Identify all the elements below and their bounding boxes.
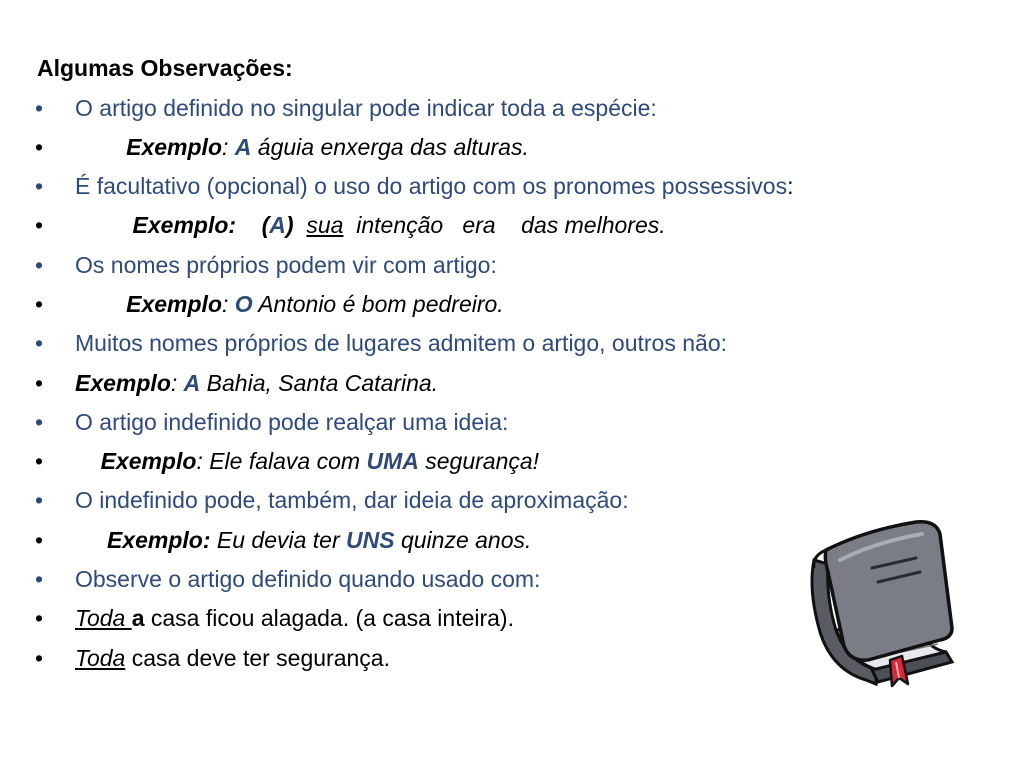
list-item-rest: casa deve ter segurança. [125,645,390,671]
closed-book-with-bookmark-icon [806,520,956,690]
list-item-example [35,368,439,398]
article: A [183,370,201,396]
list-item [35,603,514,633]
bullet: • [35,527,44,553]
example-rest: intenção era das melhores. [343,212,666,238]
list-item-example [35,446,540,476]
example-label: Exemplo [126,134,222,160]
bullet: • [35,566,44,592]
list-item-text [75,171,793,201]
spacer [294,212,307,238]
bullet: • [35,409,44,435]
example-mid: : Ele falava com [196,448,367,474]
example-rest: segurança! [418,448,540,474]
indent [75,212,133,238]
bullet: • [35,370,44,396]
list-item-text: Muitos nomes próprios de lugares admitem o artigo, outros não: [75,330,727,356]
indent [75,291,126,317]
example-label: Exemplo [75,370,171,396]
list-item-example [35,289,504,319]
list-item-example [35,525,532,555]
article: O [234,291,253,317]
example-colon: : [170,370,184,396]
bullet: • [35,95,44,121]
example-rest: quinze anos. [394,527,532,553]
list-item [35,407,509,437]
indent [75,527,107,553]
list-item [35,250,497,280]
bullet: • [35,645,44,671]
word-toda: Toda [75,605,132,631]
bullet: • [35,173,44,199]
list-item-text: Os nomes próprios podem vir com artigo: [75,252,497,278]
list-item-tail: : [787,173,794,199]
word-toda: Toda [75,645,126,671]
example-mid: Eu devia ter [210,527,347,553]
example-text [75,368,438,398]
possessive-sua: sua [306,212,344,238]
example-colon: : [222,291,235,317]
slide-heading: Algumas Observações: [37,55,293,81]
article: UMA [366,448,419,474]
bullet: • [35,212,44,238]
bullet: • [35,291,44,317]
list-item [35,564,541,594]
list-item-rest: casa ficou alagada. (a casa inteira). [144,605,514,631]
bullet: • [35,448,44,474]
list-item-example [35,132,529,162]
example-text [75,525,531,555]
example-rest: Antonio é bom pedreiro. [252,291,504,317]
example-label: Exemplo [126,291,222,317]
example-label: Exemplo: [132,212,237,238]
paren-open: ( [236,212,270,238]
bullet: • [35,330,44,356]
list-item [35,485,629,515]
article: a [131,605,145,631]
example-rest: águia enxerga das alturas. [251,134,529,160]
list-item-text: Observe o artigo definido quando usado com: [75,566,541,592]
example-label: Exemplo [100,448,197,474]
example-text [75,132,529,162]
list-item-text: O artigo definido no singular pode indicar toda a espécie: [75,95,657,121]
bullet: • [35,134,44,160]
list-item-text: O artigo indefinido pode realçar uma ideia: [75,409,509,435]
indent [75,448,101,474]
example-colon: : [222,134,235,160]
article: UNS [346,527,395,553]
list-item [35,643,390,673]
example-rest: Bahia, Santa Catarina. [200,370,439,396]
list-item [35,171,794,201]
bullet: • [35,487,44,513]
example-text [75,289,504,319]
list-item-text: O indefinido pode, também, dar ideia de aproximação: [75,487,629,513]
example-label: Exemplo: [106,527,211,553]
example-text [75,446,539,476]
list-item [35,93,657,123]
list-item-example [35,210,666,240]
list-item-main: É facultativo (opcional) o uso do artigo com os pronomes possessivos [75,173,788,199]
list-item [35,328,727,358]
bullet: • [35,605,44,631]
paren-close: ) [285,212,294,238]
article: A [234,134,252,160]
bullet: • [35,252,44,278]
article: A [269,212,286,238]
list-item-text [75,643,390,673]
indent [75,134,126,160]
example-text [75,210,666,240]
list-item-text [75,603,514,633]
